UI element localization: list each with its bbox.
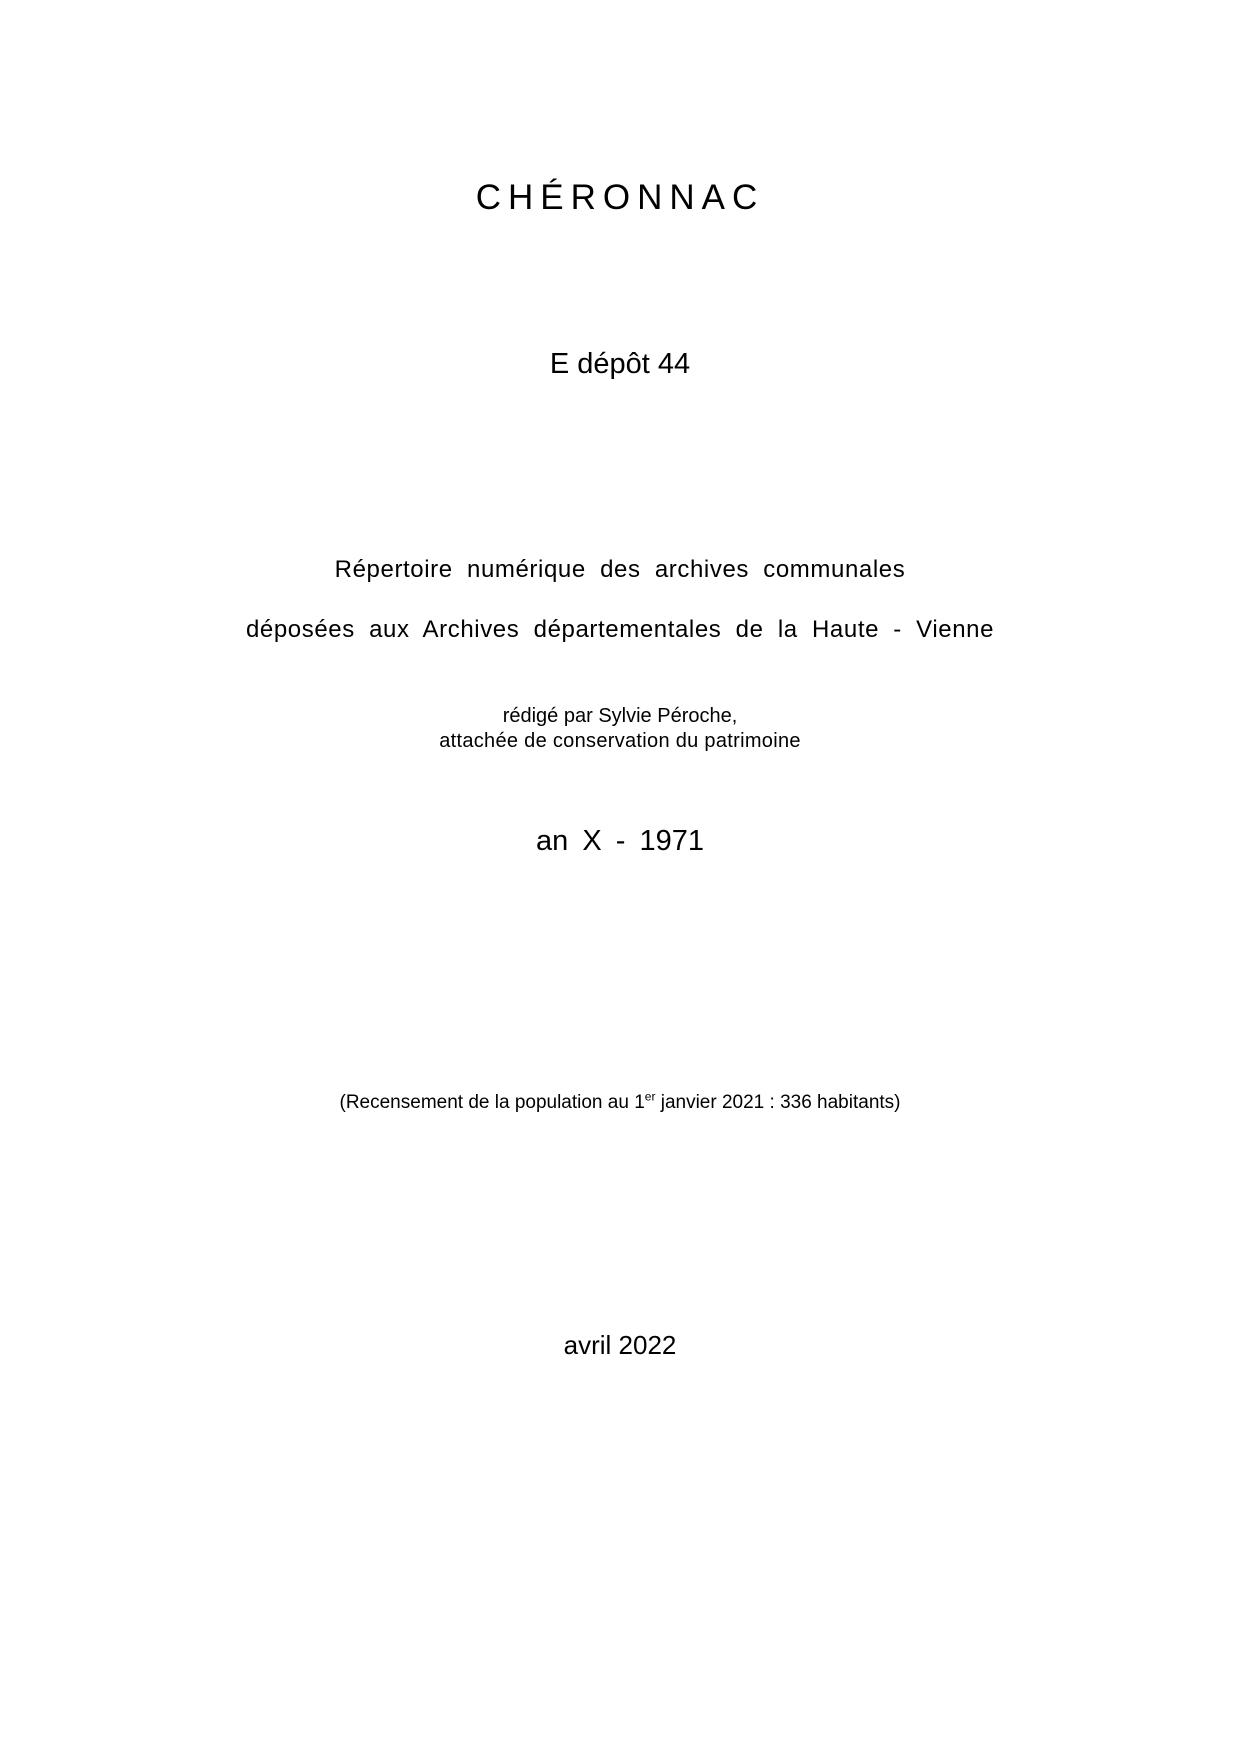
population-note-prefix: (Recensement de la population au 1 [339, 1092, 645, 1113]
description-line-1: Répertoire numérique des archives communales [334, 556, 906, 583]
commune-title: CHÉRONNAC [475, 178, 765, 217]
population-note-ordinal: er [644, 1089, 656, 1104]
population-note-suffix: janvier 2021 : 336 habitants) [655, 1092, 901, 1113]
author-name: rédigé par Sylvie Péroche, [502, 705, 738, 727]
description-line-2: déposées aux Archives départementales de la Haute - Vienne [245, 616, 995, 643]
publication-date: avril 2022 [563, 1330, 677, 1360]
date-range: an X - 1971 [536, 825, 704, 857]
author-title: attachée de conservation du patrimoine [439, 730, 801, 752]
population-census-note [0, 1089, 1240, 1114]
archive-reference-code: E dépôt 44 [549, 348, 691, 380]
